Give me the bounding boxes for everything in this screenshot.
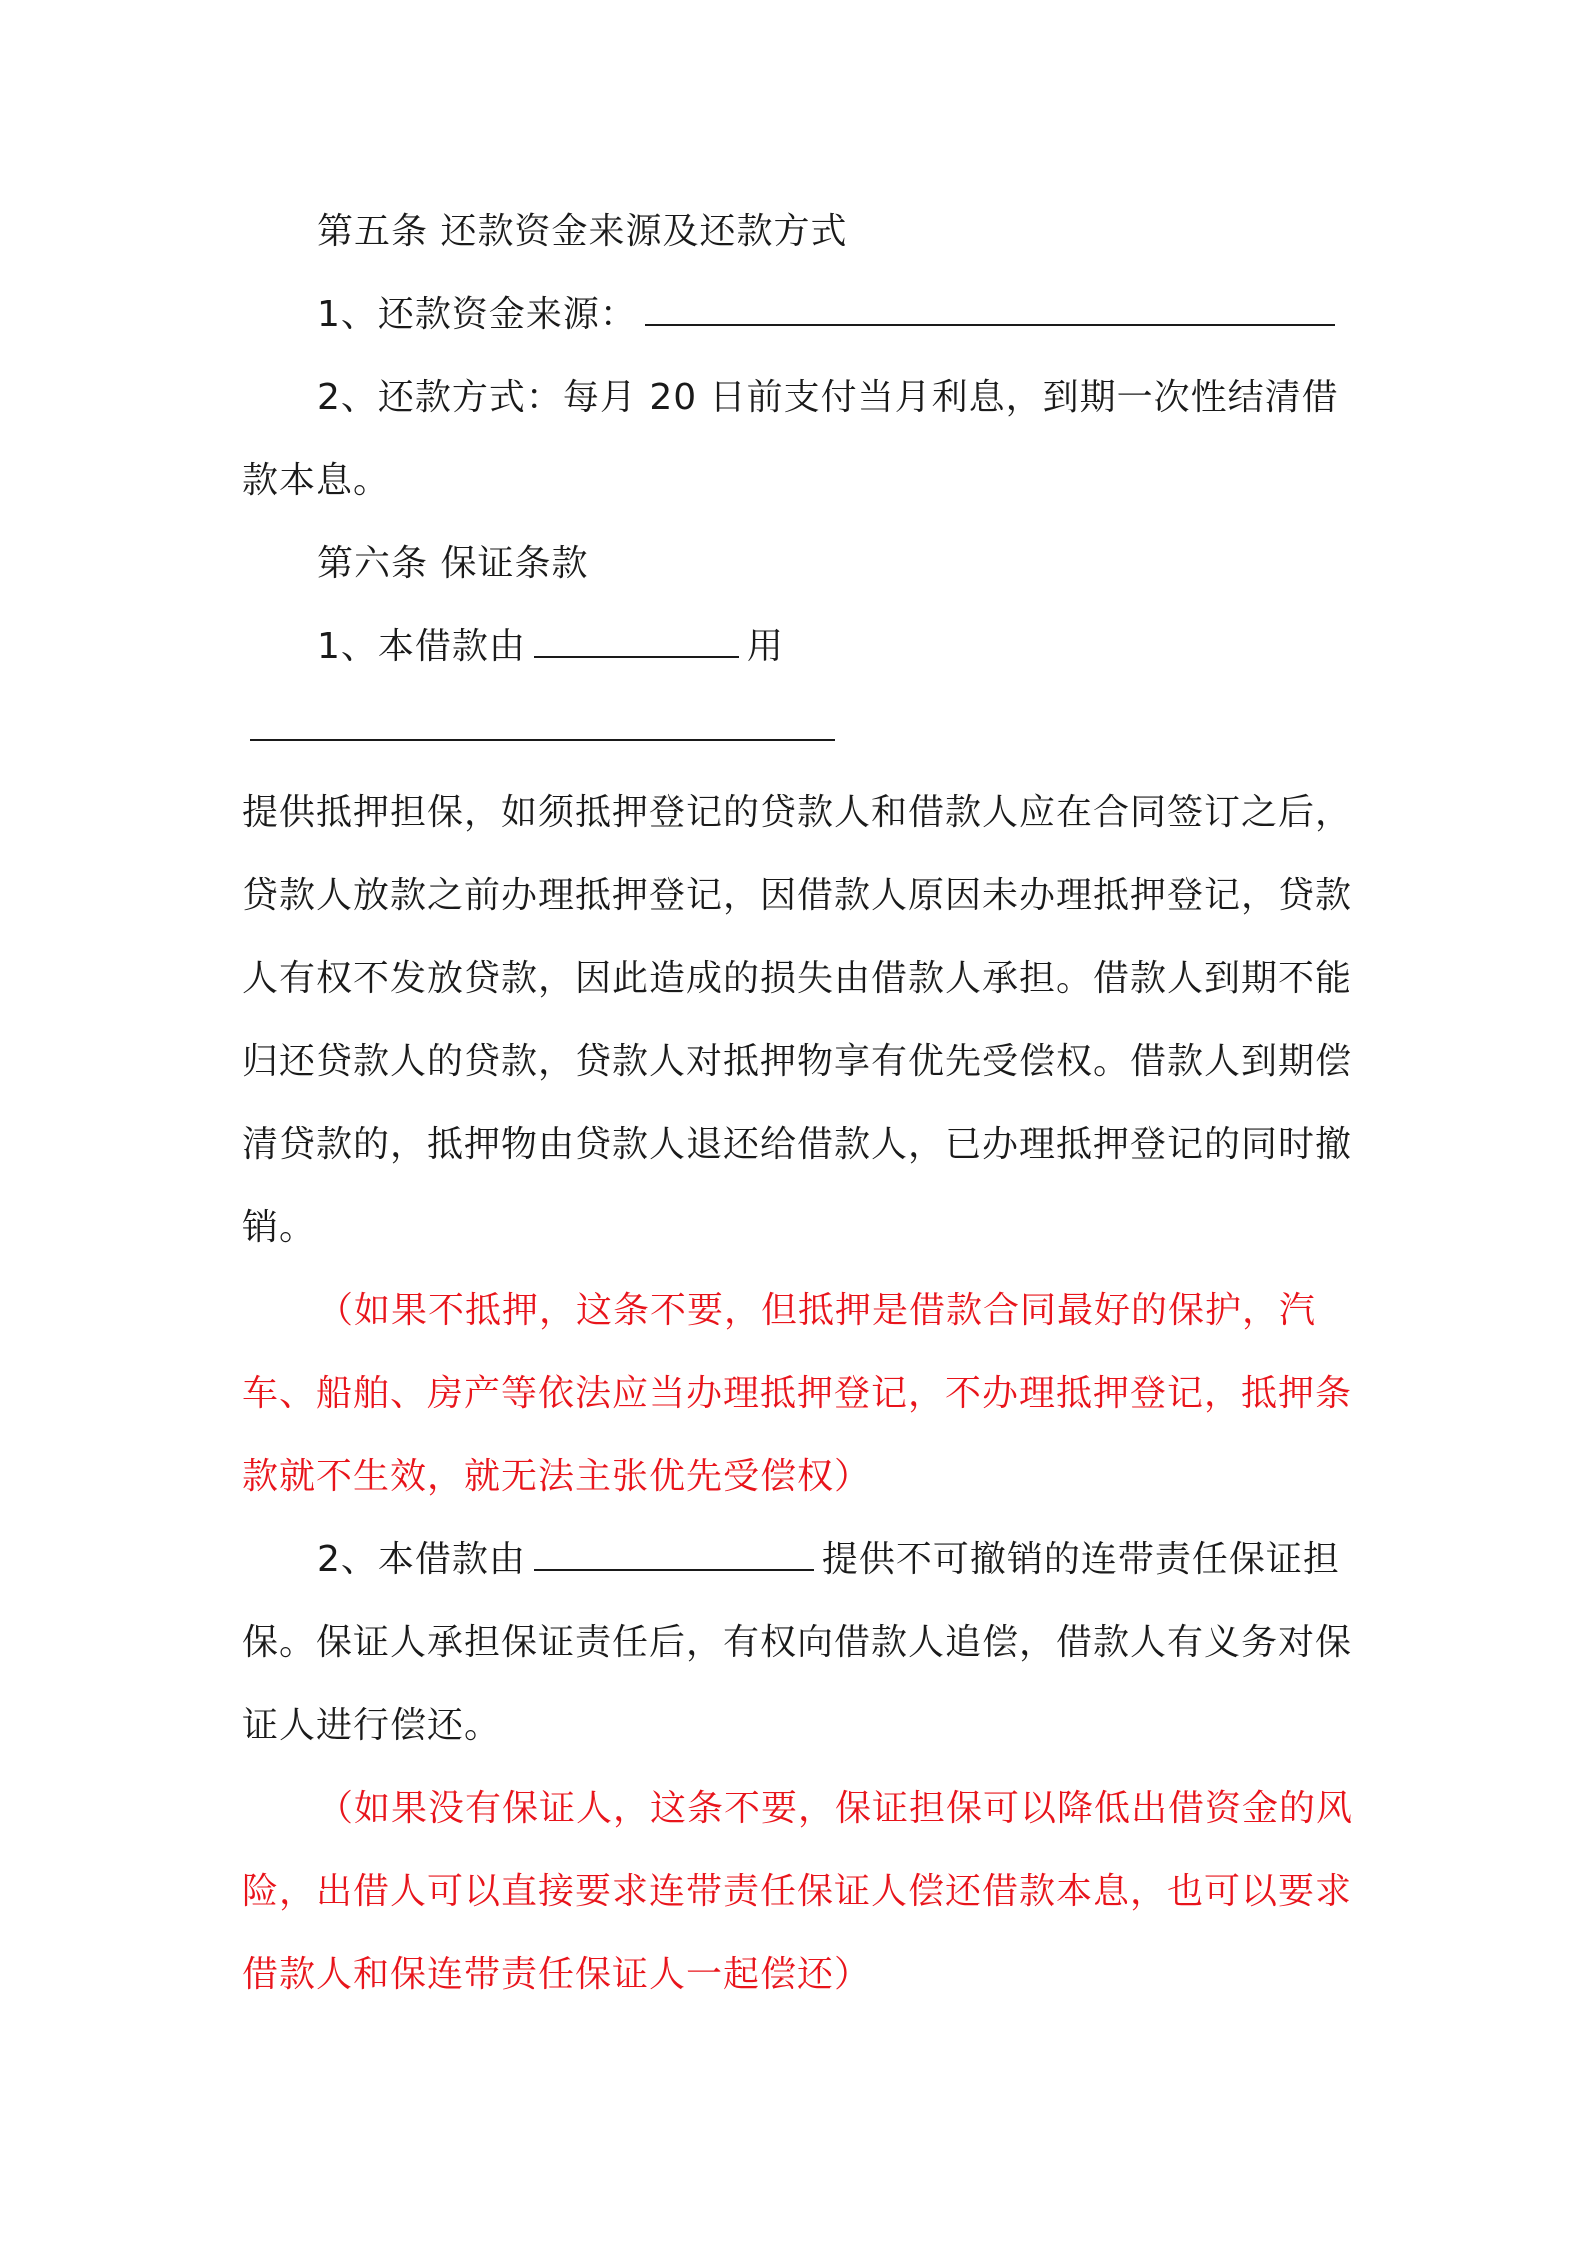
- article6-item2-prefix: 2、本借款由: [317, 1539, 526, 1580]
- article6-item1-mid: 用: [746, 626, 784, 667]
- article6-item1-prefix: 1、本借款由: [317, 626, 526, 667]
- guarantor-blank: [534, 1535, 814, 1571]
- document-body: [242, 190, 1362, 2016]
- guarantor-note: （如果没有保证人，这条不要，保证担保可以降低出借资金的风险，出借人可以直接要求连带责任保证人偿还借款本息，也可以要求借款人和保连带责任保证人一起偿还）: [242, 1788, 1354, 1995]
- article6-item2: [242, 1518, 1362, 1767]
- article5-item1: [242, 273, 1362, 356]
- article6-item1-header: [242, 605, 1362, 771]
- mortgagor-blank: [534, 622, 739, 658]
- article5-item2: 2、还款方式：每月 20 日前支付当月利息，到期一次性结清借款本息。: [242, 377, 1339, 501]
- article6-item1-body: 提供抵押担保，如须抵押登记的贷款人和借款人应在合同签订之后，贷款人放款之前办理抵押登记，因借款人原因未办理抵押登记，贷款人有权不发放贷款，因此造成的损失由借款人承担。借款人到期不能归还贷款人的贷款，贷款人对抵押物享有优先受偿权。借款人到期偿清贷款的，抵押物由贷款人退还给借款人，已办理抵押登记的同时撤销。: [242, 792, 1353, 1248]
- article6-heading: 第六条 保证条款: [317, 543, 589, 584]
- mortgage-note: （如果不抵押，这条不要，但抵押是借款合同最好的保护，汽车、船舶、房产等依法应当办理抵押登记，不办理抵押登记，抵押条款就不生效，就无法主张优先受偿权）: [242, 1290, 1353, 1497]
- repayment-source-label: 1、还款资金来源：: [317, 294, 637, 335]
- article6-item2-body: 提供不可撤销的连带责任保证担保。保证人承担保证责任后，有权向借款人追偿，借款人有义务对保证人进行偿还。: [242, 1539, 1353, 1746]
- collateral-blank: [250, 705, 835, 741]
- repayment-source-blank: [645, 290, 1335, 326]
- article5-heading: 第五条 还款资金来源及还款方式: [317, 211, 848, 252]
